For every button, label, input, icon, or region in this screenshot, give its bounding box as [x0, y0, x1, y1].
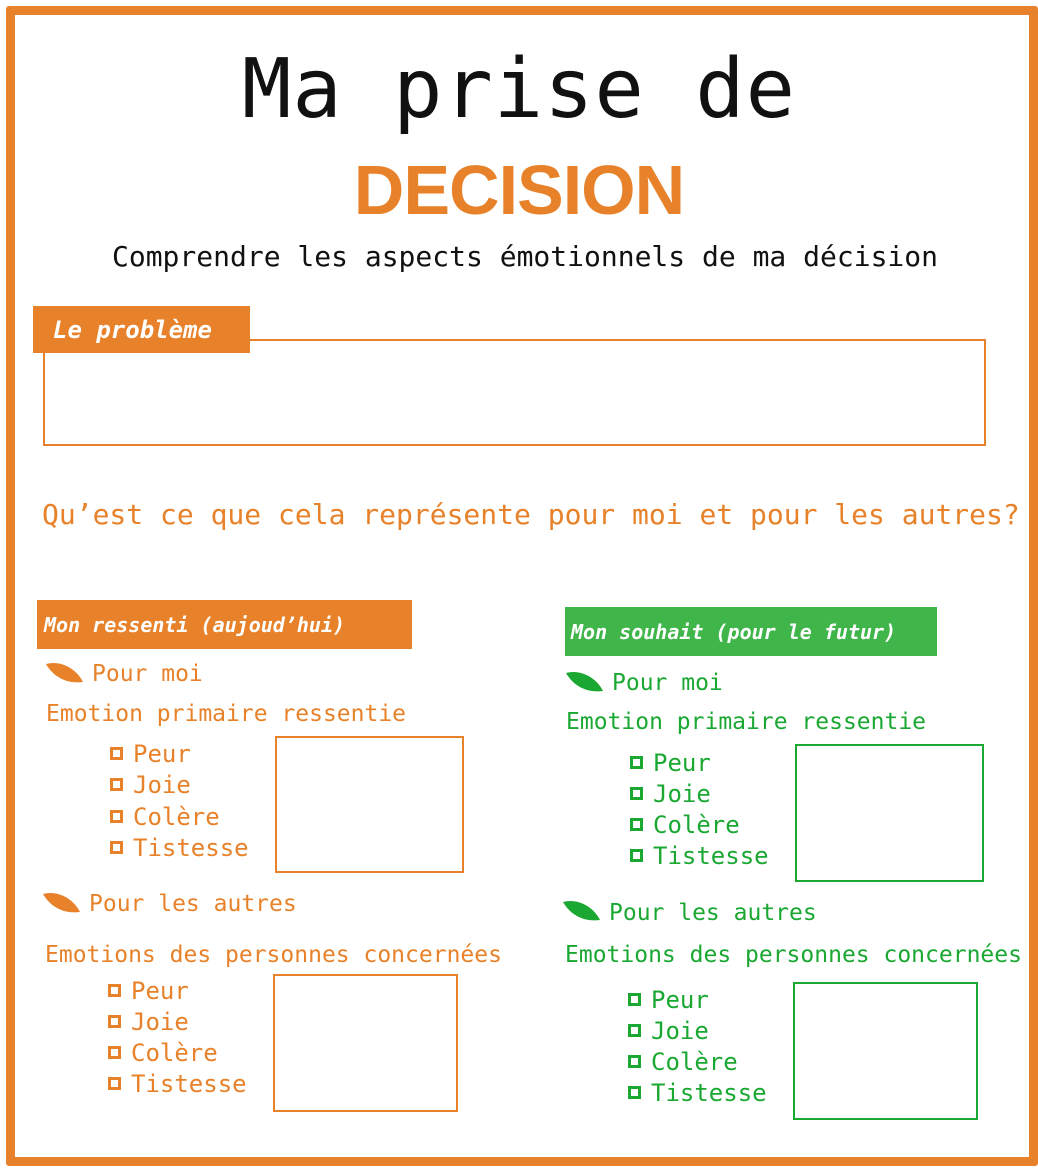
right-self-option-colere: Colère [653, 811, 740, 839]
problem-input-box[interactable] [43, 339, 986, 446]
left-self-option-tistesse: Tistesse [133, 834, 249, 862]
leaf-icon [566, 671, 604, 693]
right-column-header: Mon souhait (pour le futur) [565, 607, 937, 656]
left-column-header: Mon ressenti (aujoud’hui) [37, 600, 412, 649]
right-self-option-joie: Joie [653, 780, 711, 808]
left-others-label: Pour les autres [89, 891, 297, 917]
checkbox-icon[interactable] [628, 1024, 641, 1037]
question-heading: Qu’est ce que cela représente pour moi et pour les autres? [42, 498, 1020, 531]
right-self-option-peur: Peur [653, 749, 711, 777]
leaf-icon [46, 662, 84, 684]
right-self-answer-box[interactable] [795, 744, 984, 882]
problem-label: Le problème [33, 306, 250, 353]
right-self-option-tistesse: Tistesse [653, 842, 769, 870]
title-line-1: Ma prise de [241, 42, 797, 137]
checkbox-icon[interactable] [110, 841, 123, 854]
right-others-label: Pour les autres [609, 900, 817, 926]
right-others-emotion-label: Emotions des personnes concernées [565, 942, 1022, 968]
subtitle: Comprendre les aspects émotionnels de ma décision [111, 240, 938, 273]
left-others-option-peur: Peur [131, 977, 189, 1005]
checkbox-icon[interactable] [630, 818, 643, 831]
leaf-icon [563, 900, 601, 922]
left-others-answer-box[interactable] [273, 974, 458, 1112]
right-others-option-tistesse: Tistesse [651, 1079, 767, 1107]
left-others-option-tistesse: Tistesse [131, 1070, 247, 1098]
left-self-label: Pour moi [92, 661, 203, 687]
left-others-emotion-label: Emotions des personnes concernées [45, 942, 502, 968]
checkbox-icon[interactable] [108, 984, 121, 997]
left-others-option-colere: Colère [131, 1039, 218, 1067]
checkbox-icon[interactable] [108, 1077, 121, 1090]
checkbox-icon[interactable] [630, 756, 643, 769]
leaf-icon [43, 892, 81, 914]
checkbox-icon[interactable] [108, 1015, 121, 1028]
left-self-emotion-label: Emotion primaire ressentie [46, 701, 407, 727]
left-self-option-joie: Joie [133, 771, 191, 799]
right-self-label: Pour moi [612, 670, 723, 696]
checkbox-icon[interactable] [108, 1046, 121, 1059]
right-others-option-colere: Colère [651, 1048, 738, 1076]
checkbox-icon[interactable] [630, 849, 643, 862]
checkbox-icon[interactable] [110, 747, 123, 760]
right-others-option-joie: Joie [651, 1017, 709, 1045]
checkbox-icon[interactable] [630, 787, 643, 800]
left-self-option-peur: Peur [133, 740, 191, 768]
right-others-option-peur: Peur [651, 986, 709, 1014]
checkbox-icon[interactable] [628, 1055, 641, 1068]
right-self-emotion-label: Emotion primaire ressentie [566, 709, 927, 735]
checkbox-icon[interactable] [628, 993, 641, 1006]
left-others-option-joie: Joie [131, 1008, 189, 1036]
title-line-2: DECISION [353, 151, 685, 229]
right-others-answer-box[interactable] [793, 982, 978, 1120]
checkbox-icon[interactable] [628, 1086, 641, 1099]
left-self-option-colere: Colère [133, 803, 220, 831]
left-self-answer-box[interactable] [275, 736, 464, 873]
checkbox-icon[interactable] [110, 778, 123, 791]
checkbox-icon[interactable] [110, 810, 123, 823]
